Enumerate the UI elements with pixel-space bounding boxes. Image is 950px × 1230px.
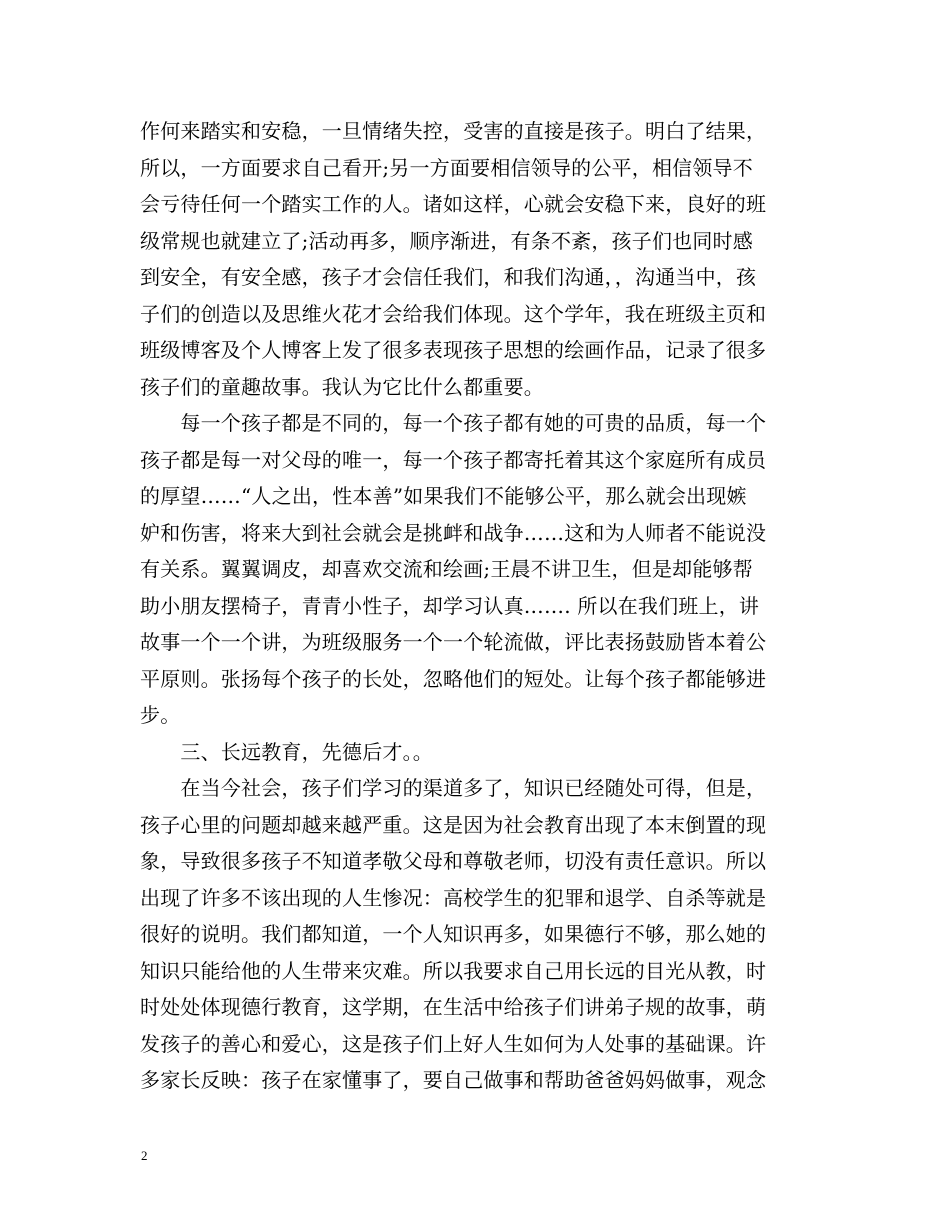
text-line: 作何来踏实和安稳，一旦情绪失控，受害的直接是孩子。明白了结果， [140,119,767,143]
text-line: 会亏待任何一个踏实工作的人。诸如这样，心就会安稳下来，良好的班 [140,192,767,216]
text-line: 所以，一方面要求自己看开;另一方面要相信领导的公平，相信领导不 [140,155,753,180]
text-line: 到安全，有安全感，孩子才会信任我们，和我们沟通，，沟通当中，孩 [140,265,757,289]
text-line: 多家长反映：孩子在家懂事了，要自己做事和帮助爸爸妈妈做事，观念 [140,1068,767,1092]
text-line: 妒和伤害，将来大到社会就会是挑衅和战争……这和为人师者不能说没 [140,520,767,545]
text-line: 时处处体现德行教育，这学期，在生活中给孩子们讲弟子规的故事，萌 [140,995,767,1019]
text-line: 很好的说明。我们都知道，一个人知识再多，如果德行不够，那么她的 [140,922,767,946]
text-line: 发孩子的善心和爱心，这是孩子们上好人生如何为人处事的基础课。许 [140,1031,767,1056]
text-line: 每一个孩子都是不同的，每一个孩子都有她的可贵的品质，每一个 [140,411,767,435]
text-line: 级常规也就建立了;活动再多，顺序渐进，有条不紊，孩子们也同时感 [140,228,753,253]
section-heading: 三、长远教育，先德后才。。 [140,739,433,764]
text-line: 班级博客及个人博客上发了很多表现孩子思想的绘画作品，记录了很多 [140,338,767,362]
text-line: 孩子心里的问题却越来越严重。这是因为社会教育出现了本末倒置的现 [140,812,767,837]
text-line: 平原则。张扬每个孩子的长处，忽略他们的短处。让每个孩子都能够进 [140,666,767,691]
text-line: 的厚望……“人之出，性本善”如果我们不能够公平，那么就会出现嫉 [140,484,747,508]
text-line: 助小朋友摆椅子，青青小性子，却学习认真……. 所以在我们班上，讲 [140,593,760,618]
text-line: 知识只能给他的人生带来灾难。所以我要求自己用长远的目光从教，时 [140,958,767,983]
page-number: 2 [141,1148,148,1163]
text-line: 出现了许多不该出现的人生惨况：高校学生的犯罪和退学、自杀等就是 [140,885,767,910]
text-line: 步。 [140,703,181,727]
text-line: 孩子都是每一对父母的唯一，每一个孩子都寄托着其这个家庭所有成员 [140,447,767,472]
document-body [140,113,820,1099]
text-line: 孩子们的童趣故事。我认为它比什么都重要。 [140,374,544,399]
text-line: 象，导致很多孩子不知道孝敬父母和尊敬老师，切没有责任意识。所以 [140,849,767,873]
text-line: 在当今社会，孩子们学习的渠道多了，知识已经随处可得，但是， [140,776,767,800]
text-line: 子们的创造以及思维火花才会给我们体现。这个学年，我在班级主页和 [140,301,767,326]
text-line: 有关系。翼翼调皮，却喜欢交流和绘画;王晨不讲卫生，但是却能够帮 [140,557,753,581]
text-line: 故事一个一个讲，为班级服务一个一个轮流做，评比表扬鼓励皆本着公 [140,630,767,654]
